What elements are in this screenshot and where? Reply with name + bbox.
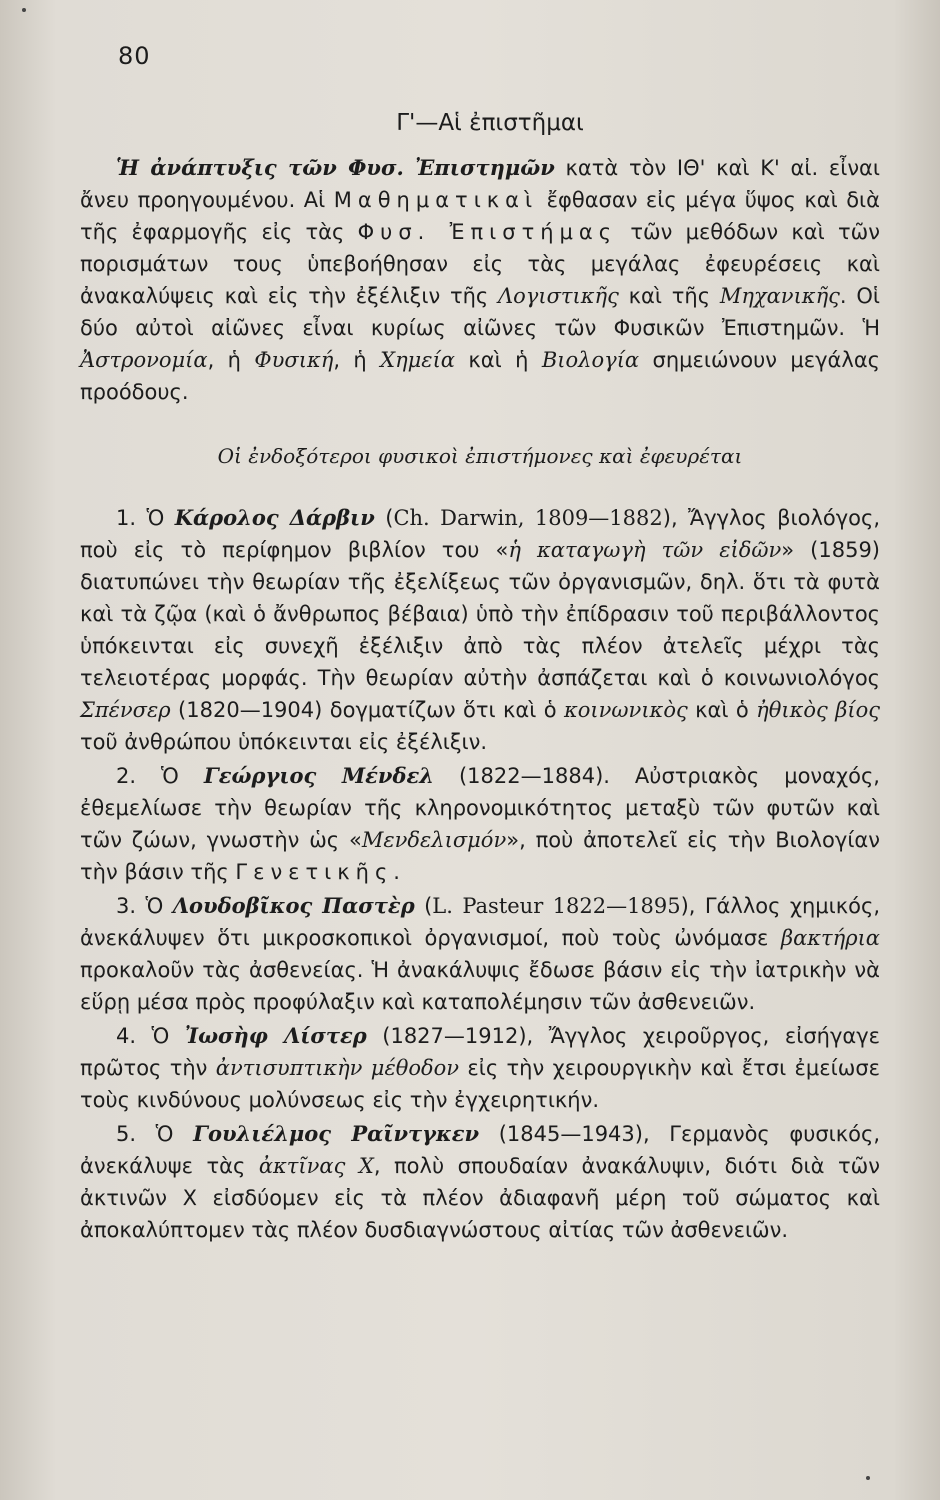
scientist-name: Γουλιέλμος Ραῖντγκεν	[193, 1121, 480, 1146]
list-item	[80, 1020, 880, 1116]
item-text: εἰς τὴν χειρουργικὴν καὶ ἔτσι ἐμείωσε τοὺς κινδύνους μολύνσεως εἰς τὴν ἐγχειρητικήν.	[80, 1056, 880, 1112]
intro-t5: . Οἱ δύο αὐτοὶ αἰῶνες εἶναι κυρίως αἰῶνες τῶν Φυσικῶν Ἐπιστημῶν. Ἡ	[80, 284, 880, 340]
item-text: ), Γάλλος χημικός, ἀνεκάλυψεν ὅτι μικροσκοπικοὶ ὀργανισμοί, ποὺ τοὺς ὠνόμασε	[80, 894, 880, 950]
item-text: .	[393, 860, 400, 884]
item-number: 5. Ὁ	[116, 1122, 194, 1146]
intro-t2: ἔφθασαν εἰς μέγα ὕψος καὶ διὰ τῆς ἐφαρμογῆς εἰς τὰς	[80, 188, 880, 244]
scientist-name: Γεώργιος Μένδελ	[203, 763, 434, 788]
section-heading: Γ'—Αἱ ἐπιστῆμαι	[396, 110, 584, 136]
intro-t4: καὶ τῆς	[618, 284, 720, 308]
spaced-term: Γενετικῆς	[235, 860, 394, 884]
intro-lead: Ἡ ἀνάπτυξις τῶν Φυσ. Ἐπιστημῶν	[116, 155, 555, 180]
intro-t8: καὶ ἡ	[455, 348, 542, 372]
item-text: » (1859) διατυπώνει τὴν θεωρίαν τῆς ἐξελίξεως τῶν ὀργανισμῶν, δηλ. ὅτι τὰ φυτὰ καὶ τὰ ζῷα (καὶ ὁ ἄνθρωπος βέβαια) ὑπὸ τὴν ἐπίδρασιν τοῦ περιβάλλοντος ὑπόκεινται εἰς συνεχῆ ἐξέλιξιν ἀπὸ τὰς πλέον ἀτελεῖς μέχρι τὰς τελειοτέρας μορφάς. Τὴν θεωρίαν αὐτὴν ἀσπάζεται καὶ ὁ κοινωνιολόγος	[80, 538, 880, 690]
intro-biology: Βιολογία	[541, 348, 640, 372]
item-text: καὶ ὁ	[687, 698, 757, 722]
italic-term: ἀντισυπτικὴν μέθοδον	[215, 1056, 460, 1080]
item-text: (1845—1943), Γερμανὸς φυσικός, ἀνεκάλυψε τὰς	[80, 1122, 880, 1178]
spencer-name: Σπένσερ	[80, 698, 171, 722]
list-item	[80, 502, 880, 758]
intro-t6: , ἡ	[207, 348, 255, 372]
item-number: 4. Ὁ	[116, 1024, 185, 1048]
item-text: », ποὺ ἀποτελεῖ εἰς τὴν Βιολογίαν τὴν βάσιν τῆς	[80, 828, 881, 884]
intro-logistics: Λογιστικῆς	[498, 284, 619, 308]
item-number: 1. Ὁ	[116, 506, 175, 530]
italic-term: κοινωνικὸς	[564, 698, 688, 722]
intro-math: Μαθηματικαὶ	[333, 188, 539, 212]
intro-t9: σημειώνουν μεγάλας προόδους.	[80, 348, 880, 404]
item-text: (1827—1912), Ἄγγλος χειροῦργος, εἰσήγαγε πρῶτος τὴν	[80, 1024, 880, 1080]
print-speck	[22, 8, 26, 12]
scientist-name: Ἰωσὴφ Λίστερ	[184, 1023, 367, 1048]
item-text: τοῦ ἀνθρώπου ὑπόκεινται εἰς ἐξέλιξιν.	[80, 730, 488, 754]
scientist-name: Κάρολος Δάρβιν	[174, 505, 375, 530]
item-number: 3. Ὁ	[116, 894, 173, 918]
item-number: 2. Ὁ	[116, 764, 204, 788]
list-item	[80, 1118, 880, 1246]
item-text: (	[414, 894, 433, 918]
item-text: (1822—1884). Αὐστριακὸς μοναχός, ἐθεμελίωσε τὴν θεωρίαν τῆς κληρονομικότητος μεταξὺ τῶν φυτῶν καὶ τῶν ζώων, γνωστὴν ὡς «	[80, 764, 880, 852]
intro-text	[80, 152, 880, 408]
item-text: προκαλοῦν τὰς ἀσθενείας. Ἡ ἀνακάλυψις ἔδωσε βάσιν εἰς τὴν ἰατρικὴν νὰ εὕρῃ μέσα πρὸς προφύλαξιν καὶ καταπολέμησιν τῶν ἀσθενειῶν.	[80, 958, 880, 1014]
list-item	[80, 760, 880, 888]
latin-name: L. Pasteur 1822—1895	[432, 894, 681, 918]
item-text: (	[374, 506, 394, 530]
italic-term: ἀκτῖνας Χ	[258, 1154, 374, 1178]
italic-term: βακτήρια	[780, 926, 880, 950]
item-text: , πολὺ σπουδαίαν ἀνακάλυψιν, διότι διὰ τῶν ἀκτινῶν Χ εἰσδύομεν εἰς τὰ πλέον ἀδιαφανῆ μέρη τοῦ σώματος καὶ ἀποκαλύπτομεν τὰς πλέον δυσδιαγνώστους αἰτίας τῶν ἀσθενειῶν.	[80, 1154, 880, 1242]
latin-name: Ch. Darwin, 1809—1882	[393, 506, 663, 530]
book-title: ἡ καταγωγὴ τῶν εἰδῶν	[508, 538, 782, 562]
scientist-name: Λουδοβῖκος Παστὲρ	[172, 893, 415, 918]
intro-mechanics: Μηχανικῆς	[719, 284, 840, 308]
intro-t3: τῶν μεθόδων καὶ τῶν πορισμάτων τους ὑπεβοήθησαν εἰς τὰς μεγάλας ἐφευρέσεις καὶ ἀνακαλύψεις καὶ εἰς τὴν ἐξέλιξιν τῆς	[80, 220, 880, 308]
subheading: Οἱ ἐνδοξότεροι φυσικοὶ ἐπιστήμονες καὶ ἐφευρέται	[217, 444, 743, 468]
intro-t7: , ἡ	[333, 348, 381, 372]
intro-phys: Φυσ. Ἐπιστήμας	[357, 220, 618, 244]
italic-term: Μενδελισμόν	[361, 828, 507, 852]
intro-paragraph	[80, 152, 880, 408]
page-number: 80	[118, 42, 151, 70]
item-text: ), Ἄγγλος βιολόγος, ποὺ εἰς τὸ περίφημον βιβλίον του «	[80, 506, 881, 562]
intro-t1: κατὰ τὸν ΙΘ' καὶ Κ' αἰ. εἶναι ἄνευ προηγουμένου. Αἱ	[80, 156, 881, 212]
print-speck	[866, 1476, 870, 1480]
item-text: (1820—1904) δογματίζων ὅτι καὶ ὁ	[170, 698, 565, 722]
list-item	[80, 890, 880, 1018]
intro-astronomy: Ἀστρονομία	[80, 348, 208, 372]
intro-chemistry: Χημεία	[380, 348, 455, 372]
italic-term: ἠθικὸς βίος	[756, 698, 881, 722]
scientists-list	[80, 502, 880, 1248]
intro-physics: Φυσική	[254, 348, 334, 372]
